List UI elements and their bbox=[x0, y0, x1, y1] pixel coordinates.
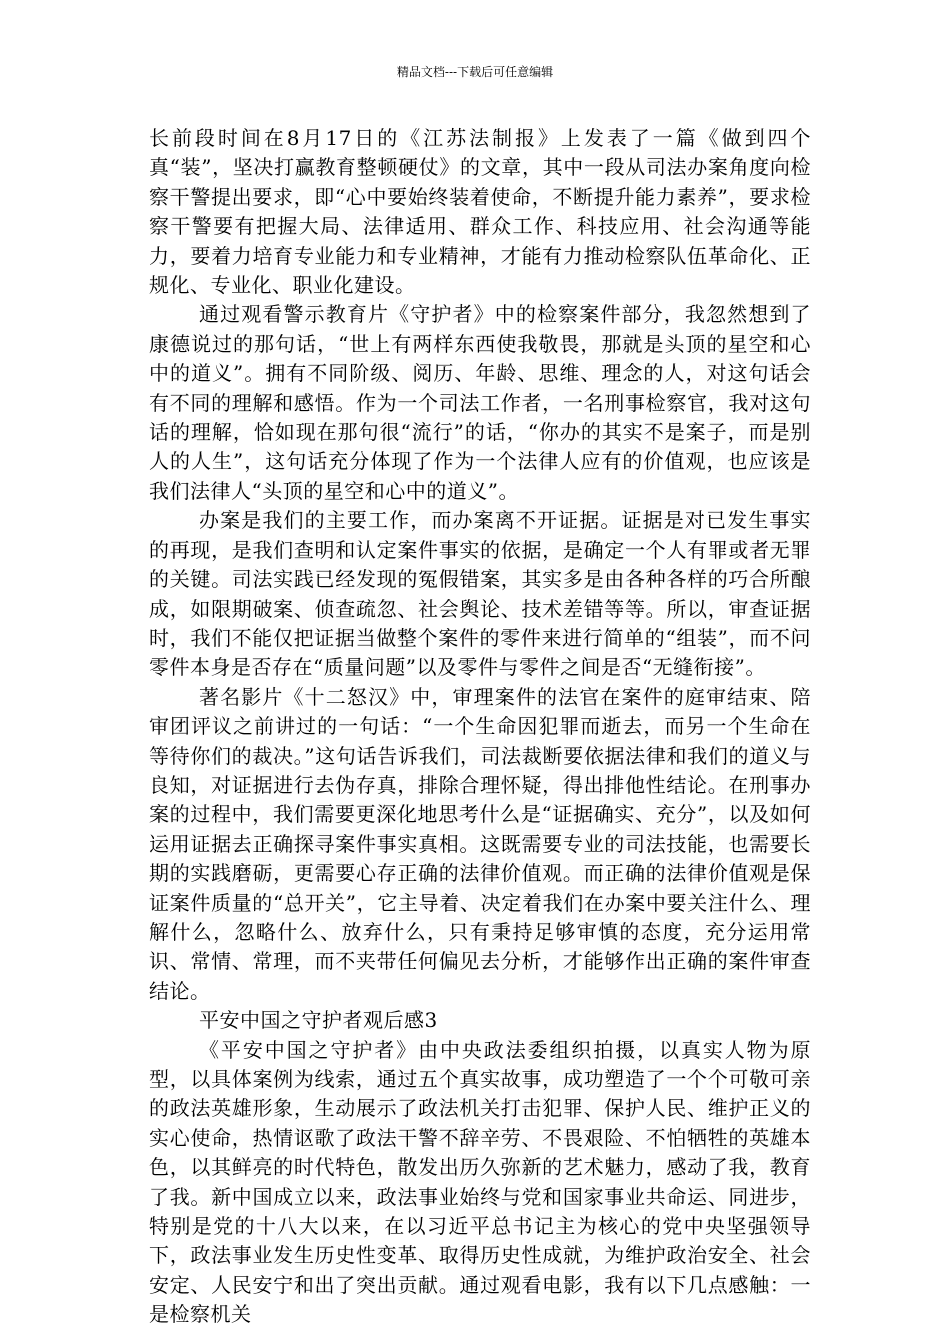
paragraph-4: 著名影片《十二怒汉》中，审理案件的法官在案件的庭审结束、陪审团评议之前讲过的一句话：“一个生命因犯罪而逝去，而另一个生命在等待你们的裁决。”这句话告诉我们，司法裁断要依据法律和我们的道义与良知，对证据进行去伪存真，排除合理怀疑，得出排他性结论。在刑事办案的过程中，我们需要更深化地思考什么是“证据确实、充分”，以及如何运用证据去正确探寻案件事实真相。这既需要专业的司法技能，也需要长期的实践磨砺，更需要心存正确的法律价值观。而正确的法律价值观是保证案件质量的“总开关”，它主导着、决定着我们在办案中要关注什么、理解什么，忽略什么、放弃什么，只有秉持足够审慎的态度，充分运用常识、常情、常理，而不夹带任何偏见去分析，才能够作出正确的案件审查结论。 bbox=[149, 684, 811, 1003]
paragraph-2: 通过观看警示教育片《守护者》中的检察案件部分，我忽然想到了康德说过的那句话，“世上有两样东西使我敬畏，那就是头顶的星空和心中的道义”。拥有不同阶级、阅历、年龄、思维、理念的人，对这句话会有不同的理解和感悟。作为一个司法工作者，一名刑事检察官，我对这句话的理解，恰如现在那句很“流行”的话，“你办的其实不是案子，而是别人的人生”，这句话充分体现了作为一个法律人应有的价值观，也应该是我们法律人“头顶的星空和心中的道义”。 bbox=[149, 302, 811, 503]
paragraph-3: 办案是我们的主要工作，而办案离不开证据。证据是对已发生事实的再现，是我们查明和认定案件事实的依据，是确定一个人有罪或者无罪的关键。司法实践已经发现的冤假错案，其实多是由各种各样的巧合所酿成，如限期破案、侦查疏忽、社会舆论、技术差错等等。所以，审查证据时，我们不能仅把证据当做整个案件的零件来进行简单的“组装”，而不问零件本身是否存在“质量问题”以及零件与零件之间是否“无缝衔接”。 bbox=[149, 508, 811, 680]
page-header: 精品文档---下载后可任意编辑 bbox=[396, 65, 554, 79]
paragraph-5: 《平安中国之守护者》由中央政法委组织拍摄，以真实人物为原型，以具体案例为线索，通过五个真实故事，成功塑造了一个个可敬可亲的政法英雄形象，生动展示了政法机关打击犯罪、保护人民、维护正义的实心使命，热情讴歌了政法干警不辞辛劳、不畏艰险、不怕牺牲的英雄本色，以其鲜亮的时代特色，散发出历久弥新的艺术魅力，感动了我，教育了我。新中国成立以来，政法事业始终与党和国家事业共命运、同进步，特别是党的十八大以来，在以习近平总书记主为核心的党中央坚强领导下，政法事业发生历史性变革、取得历史性成就，为维护政治安全、社会安定、人民安宁和出了突出贡献。通过观看电影，我有以下几点感触：一是检察机关 bbox=[149, 1037, 811, 1327]
document-body bbox=[149, 124, 811, 1330]
paragraph-1: 长前段时间在8月17日的《江苏法制报》上发表了一篇《做到四个真“装”，坚决打赢教育整顿硬仗》的文章，其中一段从司法办案角度向检察干警提出要求，即“心中要始终装着使命，不断提升能力素养”，要求检察干警要有把握大局、法律适用、群众工作、科技应用、社会沟通等能力，要着力培育专业能力和专业精神，才能有力推动检察队伍革命化、正规化、专业化、职业化建设。 bbox=[149, 126, 811, 298]
section-heading: 平安中国之守护者观后感3 bbox=[199, 1008, 438, 1033]
